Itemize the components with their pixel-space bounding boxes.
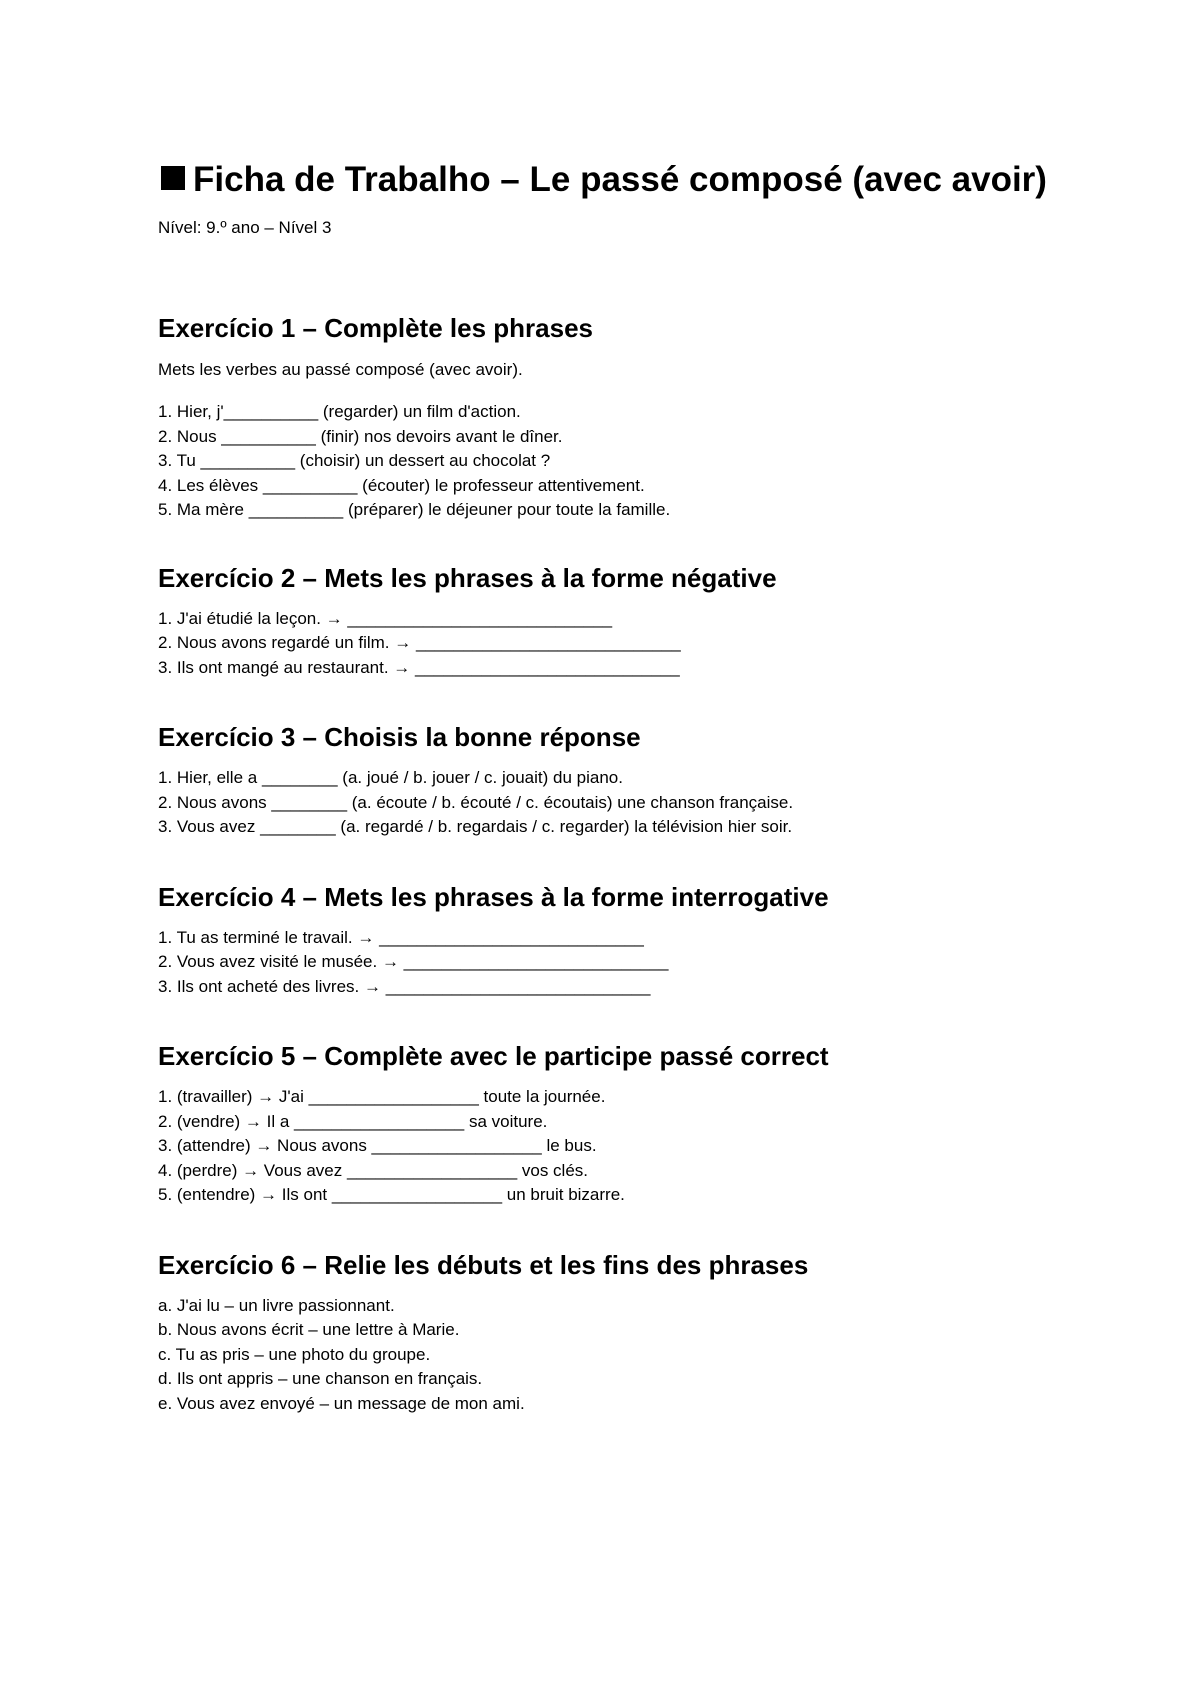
level-text: Nível: 9.º ano – Nível 3: [158, 218, 332, 237]
exercise-item: 2. Vous avez visité le musée. → ____________________________: [158, 952, 669, 971]
black-square-icon: [161, 166, 185, 190]
exercise-item: 1. Tu as terminé le travail. → ____________________________: [158, 927, 644, 947]
exercise-5-list: [158, 1085, 1050, 1208]
exercise-6-section: [158, 1248, 1050, 1417]
exercise-1-list: [158, 400, 1050, 523]
exercise-item: c. Tu as pris – une photo du groupe.: [158, 1344, 431, 1364]
exercise-item: e. Vous avez envoyé – un message de mon ami.: [158, 1393, 525, 1413]
exercise-item: 2. Nous avons regardé un film. → ____________________________: [158, 633, 681, 652]
exercise-6-list: [158, 1294, 1050, 1417]
exercise-item: 4. Les élèves __________ (écouter) le professeur attentivement.: [158, 475, 645, 495]
exercise-1-section: [158, 311, 1050, 523]
exercise-item: 2. Nous __________ (finir) nos devoirs avant le dîner.: [158, 426, 563, 446]
exercise-item: 2. (vendre) → Il a __________________ sa voiture.: [158, 1111, 548, 1131]
page-title-text: Ficha de Trabalho – Le passé composé (avec avoir): [193, 160, 1047, 199]
exercise-6-title: Exercício 6 – Relie les débuts et les fins des phrases: [158, 1249, 809, 1280]
exercise-1-title: Exercício 1 – Complète les phrases: [158, 313, 593, 343]
exercise-3-section: [158, 720, 1050, 840]
exercise-item: a. J'ai lu – un livre passionnant.: [158, 1295, 395, 1315]
exercise-3-title: Exercício 3 – Choisis la bonne réponse: [158, 722, 641, 752]
exercise-item: b. Nous avons écrit – une lettre à Marie.: [158, 1320, 460, 1339]
exercise-1-instruction: Mets les verbes au passé composé (avec avoir).: [158, 360, 523, 379]
exercise-item: 3. (attendre) → Nous avons __________________ le bus.: [158, 1136, 597, 1155]
exercise-5-title: Exercício 5 – Complète avec le participe passé correct: [158, 1041, 829, 1071]
exercise-2-section: [158, 561, 1050, 681]
exercise-item: 3. Vous avez ________ (a. regardé / b. regardais / c. regarder) la télévision hier soir.: [158, 817, 793, 836]
exercise-2-title: Exercício 2 – Mets les phrases à la forme négative: [158, 562, 777, 593]
exercise-2-list: [158, 607, 1050, 681]
exercise-item: 1. J'ai étudié la leçon. → ____________________________: [158, 608, 613, 628]
exercise-item: 1. (travailler) → J'ai __________________ toute la journée.: [158, 1087, 606, 1106]
exercise-4-title: Exercício 4 – Mets les phrases à la forme interrogative: [158, 881, 829, 912]
exercise-item: 1. Hier, elle a ________ (a. joué / b. jouer / c. jouait) du piano.: [158, 768, 623, 787]
exercise-item: 1. Hier, j'__________ (regarder) un film d'action.: [158, 402, 521, 421]
exercise-item: 3. Tu __________ (choisir) un dessert au chocolat ?: [158, 451, 551, 470]
exercise-item: d. Ils ont appris – une chanson en français.: [158, 1369, 483, 1388]
exercise-4-section: [158, 880, 1050, 1000]
exercise-5-section: [158, 1039, 1050, 1208]
exercise-item: 5. (entendre) → Ils ont __________________ un bruit bizarre.: [158, 1185, 625, 1204]
exercise-item: 5. Ma mère __________ (préparer) le déjeuner pour toute la famille.: [158, 500, 671, 519]
page-title: [158, 0, 1050, 203]
exercise-item: 4. (perdre) → Vous avez __________________ vos clés.: [158, 1160, 589, 1180]
exercise-3-list: [158, 766, 1050, 840]
exercise-item: 3. Ils ont mangé au restaurant. → ____________________________: [158, 657, 680, 677]
exercise-item: 3. Ils ont acheté des livres. → ____________________________: [158, 976, 651, 996]
exercise-item: 2. Nous avons ________ (a. écoute / b. écouté / c. écoutais) une chanson française.: [158, 792, 794, 812]
exercise-4-list: [158, 926, 1050, 1000]
